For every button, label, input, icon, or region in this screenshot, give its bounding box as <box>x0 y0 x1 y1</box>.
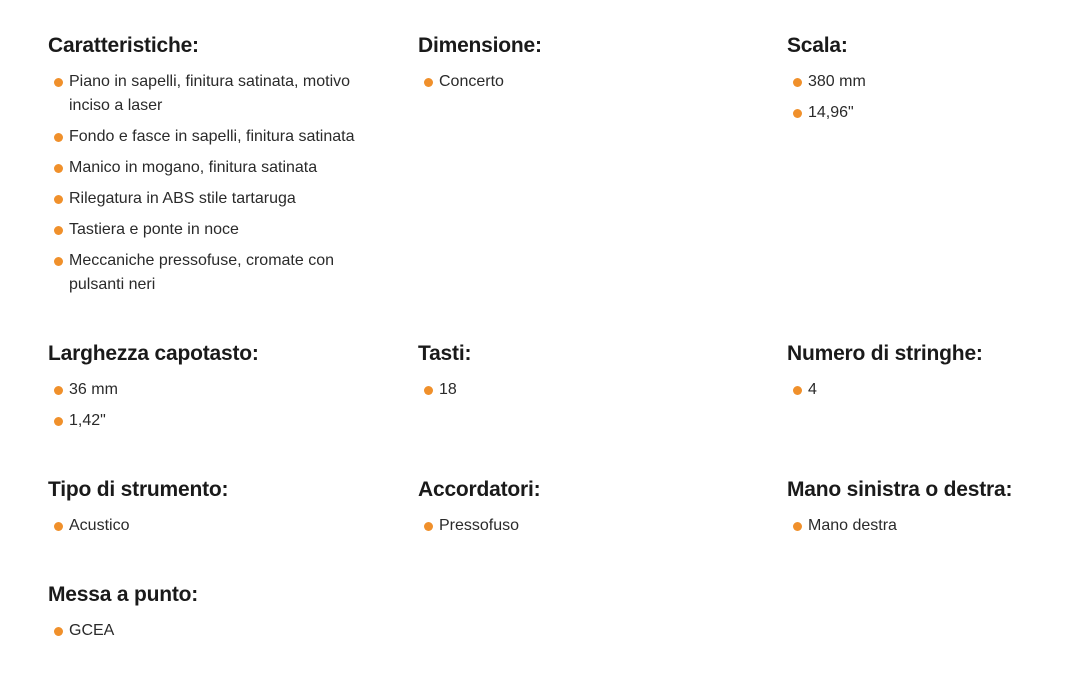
spec-item: Piano in sapelli, finitura satinata, motivo inciso a laser <box>48 70 388 118</box>
spec-item: 380 mm <box>787 70 1090 94</box>
spec-numero-stringhe <box>787 342 1090 409</box>
bullet-icon <box>54 257 63 266</box>
spec-title: Tipo di strumento: <box>48 478 229 501</box>
spec-list <box>48 70 388 297</box>
spec-title: Messa a punto: <box>48 583 199 606</box>
spec-item: 4 <box>787 378 1090 402</box>
spec-item: Rilegatura in ABS stile tartaruga <box>48 187 388 211</box>
bullet-icon <box>793 78 802 87</box>
spec-item: GCEA <box>48 619 388 643</box>
bullet-icon <box>54 226 63 235</box>
spec-list <box>787 378 1090 402</box>
spec-title: Accordatori: <box>418 478 541 501</box>
spec-title: Dimensione: <box>418 34 542 57</box>
bullet-icon <box>424 522 433 531</box>
spec-caratteristiche <box>48 34 388 304</box>
spec-item: Meccaniche pressofuse, cromate con pulsanti neri <box>48 249 388 297</box>
bullet-icon <box>54 164 63 173</box>
spec-larghezza-capotasto <box>48 342 388 440</box>
spec-item: Concerto <box>418 70 758 94</box>
spec-item: Tastiera e ponte in noce <box>48 218 388 242</box>
bullet-icon <box>54 627 63 636</box>
spec-tasti <box>418 342 758 409</box>
bullet-icon <box>54 522 63 531</box>
spec-item: Fondo e fasce in sapelli, finitura satinata <box>48 125 388 149</box>
spec-title: Numero di stringhe: <box>787 342 983 365</box>
bullet-icon <box>424 386 433 395</box>
spec-scala <box>787 34 1090 132</box>
spec-list <box>418 514 758 538</box>
bullet-icon <box>424 78 433 87</box>
spec-messa-a-punto <box>48 583 388 650</box>
spec-accordatori <box>418 478 758 545</box>
spec-dimensione <box>418 34 758 101</box>
bullet-icon <box>54 417 63 426</box>
spec-item: Manico in mogano, finitura satinata <box>48 156 388 180</box>
spec-item: Acustico <box>48 514 388 538</box>
spec-list <box>787 70 1090 125</box>
spec-list <box>787 514 1090 538</box>
spec-title: Mano sinistra o destra: <box>787 478 1013 501</box>
bullet-icon <box>793 109 802 118</box>
spec-item: 1,42" <box>48 409 388 433</box>
spec-item: Mano destra <box>787 514 1090 538</box>
bullet-icon <box>54 78 63 87</box>
spec-list <box>48 378 388 433</box>
bullet-icon <box>793 522 802 531</box>
spec-list <box>418 378 758 402</box>
spec-mano <box>787 478 1090 545</box>
spec-list <box>418 70 758 94</box>
spec-title: Caratteristiche: <box>48 34 199 57</box>
spec-title: Scala: <box>787 34 848 57</box>
spec-tipo-strumento <box>48 478 388 545</box>
spec-item: 18 <box>418 378 758 402</box>
spec-title: Tasti: <box>418 342 472 365</box>
bullet-icon <box>54 195 63 204</box>
spec-item: 14,96" <box>787 101 1090 125</box>
spec-item: 36 mm <box>48 378 388 402</box>
bullet-icon <box>54 133 63 142</box>
bullet-icon <box>793 386 802 395</box>
spec-list <box>48 619 388 643</box>
spec-list <box>48 514 388 538</box>
spec-title: Larghezza capotasto: <box>48 342 259 365</box>
bullet-icon <box>54 386 63 395</box>
spec-item: Pressofuso <box>418 514 758 538</box>
